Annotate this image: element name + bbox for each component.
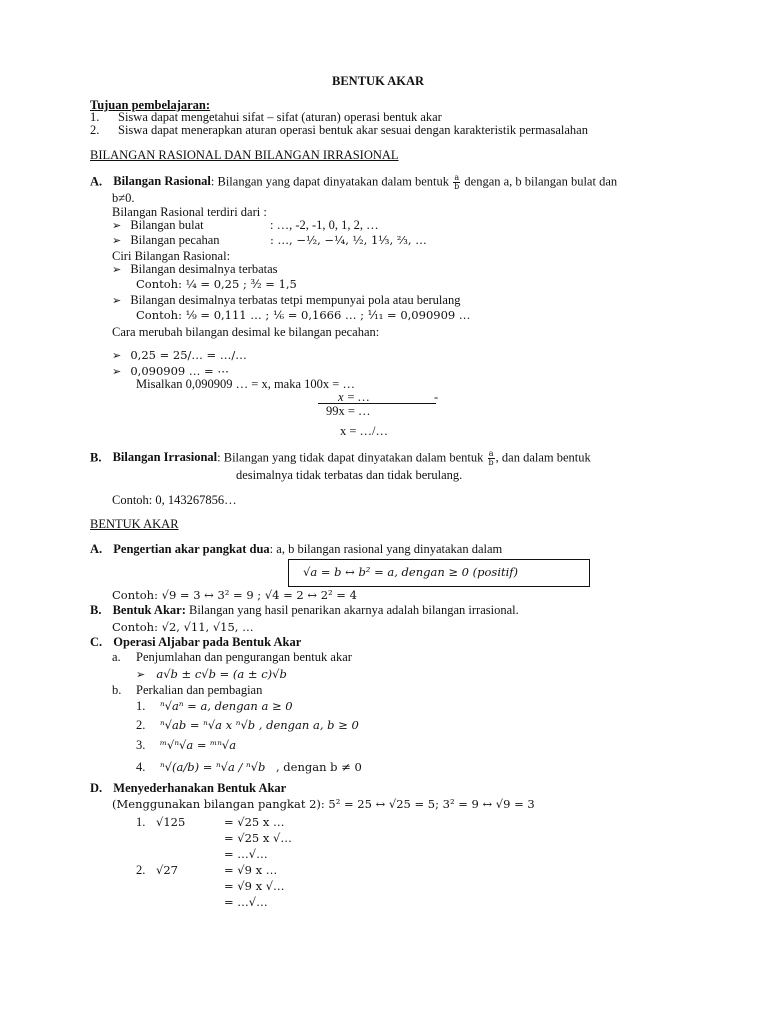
rational-def-before: : Bilangan yang dapat dinyatakan dalam bentuk xyxy=(210,174,450,189)
sub-b-label: b. xyxy=(112,683,122,697)
simplify xyxy=(90,781,286,796)
irrational-frac-num: a xyxy=(488,449,494,458)
ex2-line-1: = √9 x … xyxy=(224,863,278,877)
sub-a-label: a. xyxy=(112,650,121,664)
rule-4 xyxy=(136,760,362,775)
root-def-example: Contoh: √9 = 3 ↔ 3² = 9 ; √4 = 2 ↔ 2² = 4 xyxy=(112,588,357,602)
root-def-label: A. xyxy=(90,542,103,556)
ex2-line-2: = √9 x √… xyxy=(224,879,285,893)
arrow-bullet-icon: ➢ xyxy=(112,294,122,307)
objectives-heading: Tujuan pembelajaran: xyxy=(90,98,211,112)
sub-b-text: Perkalian dan pembagian xyxy=(136,683,263,697)
rule-4-condition: , dengan b ≠ 0 xyxy=(276,760,362,774)
trait-2-example: Contoh: ⅑ = 0,111 … ; ⅙ = 0,1666 … ; ¹⁄₁₁ = 0,090909 … xyxy=(136,308,471,322)
arrow-bullet-icon: ➢ xyxy=(112,234,122,247)
ex1-expr: √125 xyxy=(156,815,186,829)
rational-definition xyxy=(90,174,617,191)
rational-frac-den: b xyxy=(454,182,460,191)
formula-box xyxy=(288,559,590,587)
root-def-text: : a, b bilangan rasional yang dinyatakan dalam xyxy=(269,542,503,556)
rule-2-num: 2. xyxy=(136,718,146,732)
rational-consists: Bilangan Rasional terdiri dari : xyxy=(112,205,267,219)
traits-heading: Ciri Bilangan Rasional: xyxy=(112,249,231,263)
sub-a-formula: a√b ± c√b = (a ± c)√b xyxy=(156,667,287,681)
arrow-bullet-icon: ➢ xyxy=(112,365,122,378)
irrational-def-after: , dan dalam bentuk xyxy=(495,450,591,465)
section-root-heading: BENTUK AKAR xyxy=(90,517,179,531)
rational-label: A. xyxy=(90,174,103,189)
rule-3-formula: ᵐ√ⁿ√a = ᵐⁿ√a xyxy=(160,738,237,752)
simplify-note: (Menggunakan bilangan pangkat 2): 5² = 25 ↔ √25 = 5; 3² = 9 ↔ √9 = 3 xyxy=(112,797,535,811)
ex1-line-2: = √25 x √… xyxy=(224,831,292,845)
arrow-bullet-icon: ➢ xyxy=(112,349,122,362)
boxed-formula: √a = b ↔ b² = a, dengan ≥ 0 (positif) xyxy=(303,565,519,579)
arrow-bullet-icon: ➢ xyxy=(112,219,122,232)
irrational-def-before: : Bilangan yang tidak dapat dinyatakan dalam bentuk xyxy=(217,450,484,465)
step-1: x = … xyxy=(338,390,370,404)
arrow-bullet-icon: ➢ xyxy=(112,263,122,276)
step-3: x = …/… xyxy=(340,424,389,438)
rational-term: Bilangan Rasional xyxy=(113,174,211,189)
rational-def-after: dengan a, b bilangan bulat dan xyxy=(464,174,618,189)
operation-sub-b xyxy=(112,683,263,698)
irrational-definition xyxy=(90,450,591,467)
root-def-term: Pengertian akar pangkat dua xyxy=(113,542,270,556)
rule-1 xyxy=(136,699,293,714)
step-1-sign: - xyxy=(434,390,439,404)
simplify-label: D. xyxy=(90,781,103,795)
objective-1-text: Siswa dapat mengetahui sifat – sifat (aturan) operasi bentuk akar xyxy=(118,110,442,124)
rational-frac-num: a xyxy=(454,173,460,182)
rule-3 xyxy=(136,738,237,753)
rule-2-formula: ⁿ√ab = ⁿ√a x ⁿ√b , dengan a, b ≥ 0 xyxy=(160,718,359,732)
sub-a-text: Penjumlahan dan pengurangan bentuk akar xyxy=(136,650,352,664)
ex2-line-3: = …√… xyxy=(224,895,268,909)
rule-3-num: 3. xyxy=(136,738,146,752)
irrational-fraction xyxy=(488,450,495,467)
ex2-num: 2. xyxy=(136,863,146,877)
trait-1 xyxy=(112,262,278,277)
rational-type-integer xyxy=(112,218,379,233)
root-form xyxy=(90,603,519,618)
rule-4-num: 4. xyxy=(136,760,146,774)
trait-1-text: Bilangan desimalnya terbatas xyxy=(130,262,278,276)
root-form-term: Bentuk Akar: xyxy=(112,603,186,617)
ex1-num: 1. xyxy=(136,815,146,829)
objective-2 xyxy=(90,123,588,138)
operations-term: Operasi Aljabar pada Bentuk Akar xyxy=(113,635,302,649)
type-integer-name: Bilangan bulat xyxy=(130,218,204,232)
step-2: 99x = … xyxy=(326,404,371,418)
suppose-line: Misalkan 0,090909 … = x, maka 100x = … xyxy=(136,377,355,391)
simplify-term: Menyederhanakan Bentuk Akar xyxy=(113,781,287,795)
rule-1-formula: ⁿ√aⁿ = a, dengan a ≥ 0 xyxy=(160,699,293,713)
rational-type-fraction xyxy=(112,233,427,248)
irrational-term: Bilangan Irrasional xyxy=(112,450,218,465)
type-fraction-values: : …, −½, −¼, ½, 1⅓, ⅔, … xyxy=(270,233,427,247)
operation-sub-a-formula xyxy=(136,667,287,682)
rule-2 xyxy=(136,718,359,733)
root-form-label: B. xyxy=(90,603,102,617)
trait-2-text: Bilangan desimalnya terbatas tetpi mempunyai pola atau berulang xyxy=(130,293,461,307)
convert-heading: Cara merubah bilangan desimal ke bilangan pecahan: xyxy=(112,325,380,339)
convert-2-formula: 0,090909 … = ⋯ xyxy=(130,364,229,378)
rational-def-line2: b≠0. xyxy=(112,191,135,205)
root-form-example: Contoh: √2, √11, √15, … xyxy=(112,620,254,634)
rule-1-num: 1. xyxy=(136,699,146,713)
operation-sub-a xyxy=(112,650,352,665)
simplify-example-1 xyxy=(136,815,285,830)
page-title: BENTUK AKAR xyxy=(332,74,425,88)
operations-label: C. xyxy=(90,635,103,649)
irrational-label: B. xyxy=(90,450,102,465)
type-integer-values: : …, -2, -1, 0, 1, 2, … xyxy=(270,218,379,232)
root-form-def: Bilangan yang hasil penarikan akarnya adalah bilangan irrasional. xyxy=(189,603,519,617)
type-fraction-name: Bilangan pecahan xyxy=(130,233,220,247)
ex1-line-1: = √25 x … xyxy=(224,815,285,829)
root-definition xyxy=(90,542,502,557)
operations xyxy=(90,635,301,650)
irrational-frac-den: b xyxy=(488,458,494,467)
irrational-example: Contoh: 0, 143267856… xyxy=(112,493,237,507)
trait-2 xyxy=(112,293,460,308)
simplify-example-2 xyxy=(136,863,278,878)
objective-1-num: 1. xyxy=(90,110,100,124)
trait-1-example: Contoh: ¼ = 0,25 ; ³⁄₂ = 1,5 xyxy=(136,277,297,291)
rational-fraction xyxy=(453,174,460,191)
rule-4-formula: ⁿ√(a/b) = ⁿ√a / ⁿ√b xyxy=(160,760,266,774)
section-rational-heading: BILANGAN RASIONAL DAN BILANGAN IRRASIONAL xyxy=(90,148,399,162)
arrow-bullet-icon: ➢ xyxy=(136,668,146,681)
irrational-def-line2: desimalnya tidak terbatas dan tidak berulang. xyxy=(236,468,463,482)
convert-1 xyxy=(112,348,247,363)
objective-2-text: Siswa dapat menerapkan aturan operasi bentuk akar sesuai dengan karakteristik permasalahan xyxy=(118,123,588,137)
convert-1-formula: 0,25 = 25/… = …/… xyxy=(130,348,247,362)
ex1-line-3: = …√… xyxy=(224,847,268,861)
ex2-expr: √27 xyxy=(156,863,178,877)
objective-2-num: 2. xyxy=(90,123,100,137)
